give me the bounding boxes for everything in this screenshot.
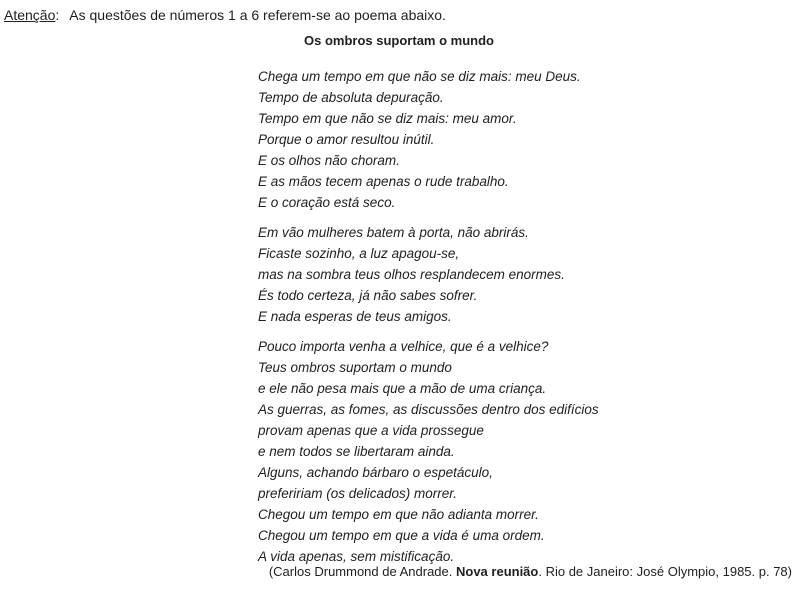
citation-suffix: . Rio de Janeiro: José Olympio, 1985. p. 78) (538, 564, 792, 579)
poem-line: provam apenas que a vida prossegue (258, 423, 484, 438)
poem-line: Teus ombros suportam o mundo (258, 360, 452, 375)
poem (258, 66, 599, 576)
poem-line: Pouco importa venha a velhice, que é a velhice? (258, 339, 549, 354)
poem-line: e ele não pesa mais que a mão de uma criança. (258, 381, 547, 396)
poem-line: Ficaste sozinho, a luz apagou-se, (258, 246, 460, 261)
stanza-2 (258, 222, 599, 327)
poem-title: Os ombros suportam o mundo (304, 33, 494, 48)
citation-book-title: Nova reunião (456, 564, 539, 579)
stanza-1 (258, 66, 599, 213)
poem-line: Chega um tempo em que não se diz mais: meu Deus. (258, 69, 581, 84)
instruction-text: As questões de números 1 a 6 referem-se ao poema abaixo. (69, 7, 446, 23)
attention-line (4, 5, 446, 26)
poem-line: As guerras, as fomes, as discussões dentro dos edifícios (258, 402, 599, 417)
poem-line: És todo certeza, já não sabes sofrer. (258, 288, 478, 303)
attention-colon: : (55, 7, 60, 23)
poem-line: mas na sombra teus olhos resplandecem enormes. (258, 267, 565, 282)
poem-line: E as mãos tecem apenas o rude trabalho. (258, 174, 509, 189)
poem-line: prefeririam (os delicados) morrer. (258, 486, 458, 501)
poem-line: Em vão mulheres batem à porta, não abrirás. (258, 225, 529, 240)
poem-line: Porque o amor resultou inútil. (258, 132, 435, 147)
stanza-3 (258, 336, 599, 567)
poem-line: Tempo em que não se diz mais: meu amor. (258, 111, 517, 126)
poem-line: E nada esperas de teus amigos. (258, 309, 452, 324)
poem-line: A vida apenas, sem mistificação. (258, 549, 455, 564)
poem-line: E o coração está seco. (258, 195, 396, 210)
citation (269, 563, 792, 581)
attention-label: Atenção (4, 7, 56, 23)
poem-line: Chegou um tempo em que não adianta morrer. (258, 507, 539, 522)
poem-line: Alguns, achando bárbaro o espetáculo, (258, 465, 493, 480)
poem-line: Chegou um tempo em que a vida é uma ordem. (258, 528, 545, 543)
poem-line: e nem todos se libertaram ainda. (258, 444, 455, 459)
poem-line: E os olhos não choram. (258, 153, 400, 168)
poem-line: Tempo de absoluta depuração. (258, 90, 444, 105)
citation-prefix: (Carlos Drummond de Andrade. (268, 564, 456, 579)
